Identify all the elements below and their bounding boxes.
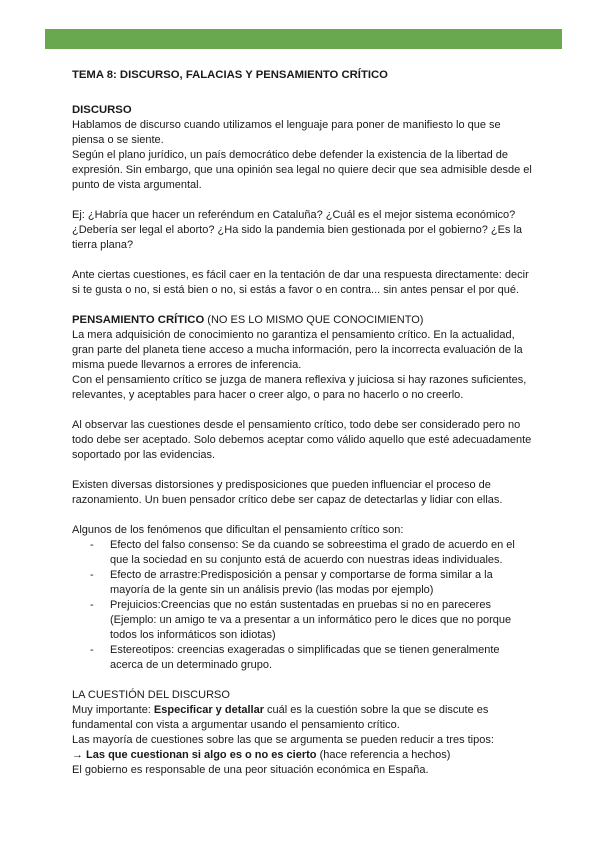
section-heading-cuestion: LA CUESTIÓN DEL DISCURSO: [72, 689, 230, 701]
section-heading-pensamiento: [72, 313, 532, 328]
section-heading-discurso: DISCURSO: [72, 104, 132, 116]
list-item: - Efecto del falso consenso: Se da cuando se sobreestima el grado de acuerdo en el que la sociedad en su conjunto está de acuerdo con nuestras ideas individuales.: [90, 538, 532, 568]
paragraph: Al observar las cuestiones desde el pensamiento crítico, todo debe ser considerado pero no todo debe ser aceptado. Solo debemos aceptar como válido aquello que esté adecuadamente soportado por las evidencias.: [72, 419, 532, 461]
paragraph: La mera adquisición de conocimiento no garantiza el pensamiento crítico. En la actualidad, gran parte del planeta tiene acceso a mucha información, pero la incorrecta evaluación de la misma puede llevarnos a errores de inferencia.: [72, 329, 523, 371]
text: Muy importante:: [72, 704, 154, 716]
header-bar: [45, 29, 562, 49]
paragraph: Las mayoría de cuestiones sobre las que se argumenta se pueden reducir a tres tipos:: [72, 734, 494, 746]
paragraph: [72, 748, 532, 763]
paragraph: [72, 703, 532, 733]
heading-note: (NO ES LO MISMO QUE CONOCIMIENTO): [204, 314, 424, 326]
text: cuál es la cuestión sobre la que se discute es fundamental con vista a argumentar usando el pensamiento crítico.: [72, 704, 489, 731]
paragraph: Según el plano jurídico, un país democrático debe defender la existencia de la libertad de expresión. Sin embargo, que una opinión sea legal no quiere decir que sea admisible desde el punto de vista argumental.: [72, 149, 532, 191]
heading-text: PENSAMIENTO CRÍTICO: [72, 314, 205, 326]
list-item: - Estereotipos: creencias exageradas o simplificadas que se tienen generalmente acerca de un determinado grupo.: [90, 643, 532, 673]
paragraph: Existen diversas distorsiones y predisposiciones que pueden influenciar el proceso de razonamiento. Un buen pensador crítico debe ser capaz de detectarlas y lidiar con ellas.: [72, 479, 503, 506]
emphasis: Especificar y detallar: [153, 704, 264, 716]
paragraph: Ej: ¿Habría que hacer un referéndum en Cataluña? ¿Cuál es el mejor sistema económico? ¿Debería ser legal el aborto? ¿Ha sido la pandemia bien gestionada por el gobierno? ¿Es la tierra plana?: [72, 209, 523, 251]
list-item: - Prejuicios:Creencias que no están sustentadas en pruebas si no en pareceres (Ejemplo: un amigo te va a presentar a un informático pero le dices que no porque todos los informáticos son idiotas): [90, 598, 532, 643]
paragraph: Algunos de los fenómenos que dificultan el pensamiento crítico son:: [72, 524, 404, 536]
document-title: TEMA 8: DISCURSO, FALACIAS Y PENSAMIENTO CRÍTICO: [72, 69, 388, 81]
paragraph: El gobierno es responsable de una peor situación económica en España.: [72, 764, 429, 776]
list-item: - Efecto de arrastre:Predisposición a pensar y comportarse de forma similar a la mayoría de la gente sin un análisis previo (las modas por ejemplo): [90, 568, 532, 598]
emphasis: → Las que cuestionan si algo es o no es cierto: [72, 749, 317, 761]
paragraph: Ante ciertas cuestiones, es fácil caer en la tentación de dar una respuesta directamente: decir si te gusta o no, si está bien o no, si estás a favor o en contra... sin antes pensar el por qué.: [72, 269, 529, 296]
phenomena-list: [72, 538, 532, 673]
paragraph: Con el pensamiento crítico se juzga de manera reflexiva y juiciosa si hay razones suficientes, relevantes, y aceptables para hacer o creer algo, o para no hacerlo o no creerlo.: [72, 374, 527, 401]
paragraph: Hablamos de discurso cuando utilizamos el lenguaje para poner de manifiesto lo que se piensa o se siente.: [72, 119, 501, 146]
text: (hace referencia a hechos): [316, 749, 451, 761]
document-page: [72, 68, 532, 778]
